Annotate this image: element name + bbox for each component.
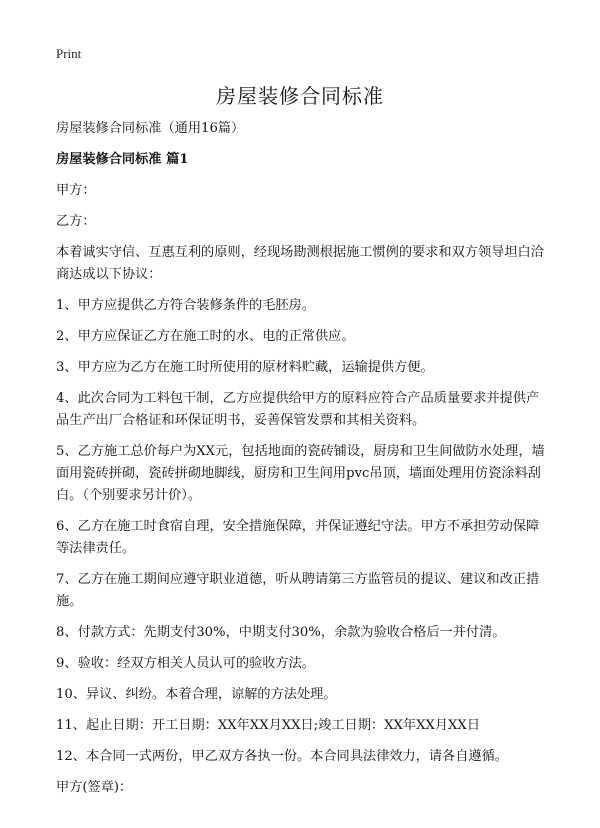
preamble-paragraph: 本着诚实守信、互惠互利的原则，经现场勘测根据施工惯例的要求和双方领导坦白洽商达成以下协议： [56,245,544,282]
document-body [56,118,552,808]
section-title: 房屋装修合同标准 篇1 [56,152,189,167]
clause-2: 2、甲方应保证乙方在施工时的水、电的正常供应。 [56,329,355,344]
clause-5: 5、乙方施工总价每户为XX元，包括地面的瓷砖铺设，厨房和卫生间做防水处理，墙面用瓷砖拼砌，瓷砖拼砌地脚线，厨房和卫生间用pvc吊顶，墙面处理用仿瓷涂料刮白。（个别要求另计价）。 [56,444,545,503]
clause-1: 1、甲方应提供乙方符合装修条件的毛胚房。 [56,298,315,313]
clause-6: 6、乙方在施工时食宿自理，安全措施保障，并保证遵纪守法。甲方不承担劳动保障等法律责任。 [56,519,540,556]
party-a-line: 甲方： [56,183,96,198]
print-link[interactable]: Print [56,46,82,61]
clause-10: 10、异议、纠纷。本着合理，谅解的方法处理。 [56,687,337,702]
clause-3: 3、甲方应为乙方在施工时所使用的原材料贮藏，运输提供方便。 [56,360,434,375]
party-a-signature-line: 甲方(签章)： [56,780,133,795]
clause-4: 4、此次合同为工料包干制，乙方应提供给甲方的原料应符合产品质量要求并提供产品生产出厂合格证和环保证明书，妥善保管发票和其相关资料。 [56,391,540,428]
clause-7: 7、乙方在施工期间应遵守职业道德，听从聘请第三方监管员的提议、建议和改正措施。 [56,572,540,609]
clause-12: 12、本合同一式两份，甲乙双方各执一份。本合同具法律效力，请各自遵循。 [56,749,508,764]
page-title: 房屋装修合同标准 [216,84,384,108]
party-b-line: 乙方： [56,214,96,229]
clause-8: 8、付款方式：先期支付30%，中期支付30%，余款为验收合格后一并付清。 [56,625,506,640]
clause-9: 9、验收：经双方相关人员认可的验收方法。 [56,656,315,671]
document-subtitle: 房屋装修合同标准（通用16篇） [56,121,245,136]
clause-11: 11、起止日期：开工日期：XX年XX月XX日;竣工日期：XX年XX月XX日 [56,718,481,733]
